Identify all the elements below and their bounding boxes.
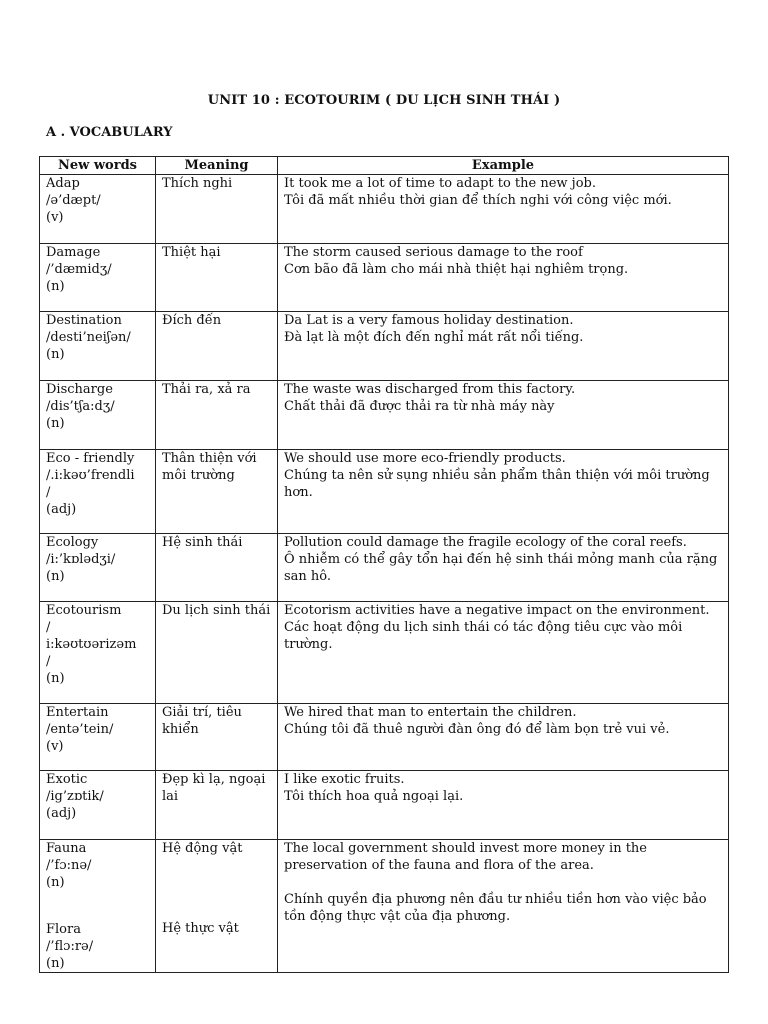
pronunciation: /entə’tein/ <box>46 722 114 737</box>
pronunciation: /desti’neiʃən/ <box>46 330 131 345</box>
table-row <box>40 602 729 704</box>
meaning-cell <box>156 840 278 973</box>
pronunciation: /i:’kɒlədʒi/ <box>46 552 116 567</box>
example-english: Ecotorism activities have a negative impact on the environment. <box>284 603 710 618</box>
word-cell <box>40 381 156 450</box>
pronunciation: /ig’zɒtik/ <box>46 789 104 804</box>
example-cell <box>278 602 729 704</box>
word-cell <box>40 244 156 312</box>
example-english: The local government should invest more money in the preservation of the fauna and flora of the area. <box>284 841 652 873</box>
meaning-fauna: Hệ động vật <box>162 841 243 856</box>
pronunciation-end: / <box>46 485 51 500</box>
word-cell <box>40 840 156 973</box>
pronunciation-end: / <box>46 654 51 669</box>
meaning-cell: Thiệt hại <box>156 244 278 312</box>
section-heading: A . VOCABULARY <box>46 125 173 140</box>
example-vietnamese: Các hoạt động du lịch sinh thái có tác động tiêu cực vào môi trường. <box>284 620 687 652</box>
example-cell <box>278 704 729 771</box>
word: Adap <box>46 176 80 191</box>
word: Discharge <box>46 382 113 397</box>
pronunciation: /ə’dæpt/ <box>46 193 101 208</box>
example-english: We should use more eco-friendly products. <box>284 451 566 466</box>
meaning-cell: Đẹp kì lạ, ngoại lai <box>156 771 278 840</box>
pronunciation-start: / <box>46 620 51 635</box>
meaning-flora: Hệ thực vật <box>162 921 239 936</box>
word-cell <box>40 534 156 602</box>
table-row <box>40 244 729 312</box>
example-english: I like exotic fruits. <box>284 772 405 787</box>
pronunciation: /.i:kəʊ’frendli <box>46 468 135 483</box>
pronunciation: /dis’tʃa:dʒ/ <box>46 399 115 414</box>
example-cell <box>278 175 729 244</box>
word-cell <box>40 704 156 771</box>
example-vietnamese: Chúng ta nên sử sụng nhiều sản phẩm thân thiện với môi trường hơn. <box>284 468 714 500</box>
word: Eco - friendly <box>46 451 135 466</box>
meaning-cell: Thải ra, xả ra <box>156 381 278 450</box>
page-title: UNIT 10 : ECOTOURIM ( DU LỊCH SINH THÁI ) <box>207 93 561 108</box>
example-cell <box>278 450 729 534</box>
part-of-speech: (adj) <box>46 806 77 821</box>
example-vietnamese: Cơn bão đã làm cho mái nhà thiệt hại nghiêm trọng. <box>284 262 629 277</box>
table-row <box>40 450 729 534</box>
part-of-speech: (n) <box>46 875 65 890</box>
pronunciation: /’dæmidʒ/ <box>46 262 112 277</box>
example-vietnamese: Đà lạt là một đích đến nghỉ mát rất nổi tiếng. <box>284 330 584 345</box>
example-vietnamese: Tôi thích hoa quả ngoại lại. <box>284 789 464 804</box>
part-of-speech: (n) <box>46 671 65 686</box>
part-of-speech: (v) <box>46 739 64 754</box>
meaning-cell: Thân thiện với môi trường <box>156 450 278 534</box>
example-english: We hired that man to entertain the children. <box>284 705 577 720</box>
pronunciation: /’flɔ:rə/ <box>46 939 94 954</box>
part-of-speech: (n) <box>46 956 65 971</box>
part-of-speech: (n) <box>46 416 65 431</box>
example-vietnamese: Ô nhiễm có thể gây tổn hại đến hệ sinh thái mỏng manh của rặng san hô. <box>284 552 722 584</box>
word-cell <box>40 602 156 704</box>
part-of-speech: (v) <box>46 210 64 225</box>
example-vietnamese: Chúng tôi đã thuê người đàn ông đó để làm bọn trẻ vui vẻ. <box>284 722 670 737</box>
example-vietnamese: Tôi đã mất nhiều thời gian để thích nghi với công việc mới. <box>284 193 672 208</box>
part-of-speech: (n) <box>46 347 65 362</box>
word-entry-flora <box>46 921 151 972</box>
table-header-row <box>40 157 729 175</box>
word-entry-fauna <box>46 840 151 891</box>
example-english: The waste was discharged from this factory. <box>284 382 576 397</box>
example-english: The storm caused serious damage to the roof <box>284 245 583 260</box>
header-example: Example <box>278 157 729 175</box>
header-meaning: Meaning <box>156 157 278 175</box>
meaning-cell: Du lịch sinh thái <box>156 602 278 704</box>
word: Fauna <box>46 841 87 856</box>
example-cell <box>278 840 729 973</box>
word-cell <box>40 175 156 244</box>
example-cell <box>278 312 729 381</box>
example-vietnamese: Chính quyền địa phương nên đầu tư nhiều tiền hơn vào việc bảo tồn động thực vật của địa phương. <box>284 892 711 924</box>
word: Entertain <box>46 705 109 720</box>
part-of-speech: (n) <box>46 569 65 584</box>
example-cell <box>278 244 729 312</box>
table-row <box>40 175 729 244</box>
table-row <box>40 534 729 602</box>
word-cell <box>40 450 156 534</box>
word-cell <box>40 312 156 381</box>
word: Flora <box>46 922 81 937</box>
word-cell <box>40 771 156 840</box>
word: Exotic <box>46 772 88 787</box>
example-vietnamese: Chất thải đã được thải ra từ nhà máy này <box>284 399 555 414</box>
part-of-speech: (n) <box>46 279 65 294</box>
example-english: Pollution could damage the fragile ecology of the coral reefs. <box>284 535 687 550</box>
table-row <box>40 704 729 771</box>
example-english: It took me a lot of time to adapt to the new job. <box>284 176 596 191</box>
meaning-cell: Hệ sinh thái <box>156 534 278 602</box>
table-row <box>40 381 729 450</box>
example-english: Da Lat is a very famous holiday destination. <box>284 313 574 328</box>
vocabulary-table <box>39 156 729 973</box>
spacer <box>284 874 724 891</box>
table-row <box>40 840 729 973</box>
header-new-words: New words <box>40 157 156 175</box>
meaning-cell: Giải trí, tiêu khiển <box>156 704 278 771</box>
meaning-cell: Đích đến <box>156 312 278 381</box>
meaning-cell: Thích nghi <box>156 175 278 244</box>
part-of-speech: (adj) <box>46 502 77 517</box>
word: Ecology <box>46 535 99 550</box>
example-cell <box>278 534 729 602</box>
example-cell <box>278 381 729 450</box>
table-row <box>40 312 729 381</box>
word: Destination <box>46 313 122 328</box>
pronunciation: /’fɔ:nə/ <box>46 858 92 873</box>
word: Ecotourism <box>46 603 122 618</box>
example-cell <box>278 771 729 840</box>
word: Damage <box>46 245 101 260</box>
table-row <box>40 771 729 840</box>
pronunciation: i:kəʊtʊərizəm <box>46 637 137 652</box>
